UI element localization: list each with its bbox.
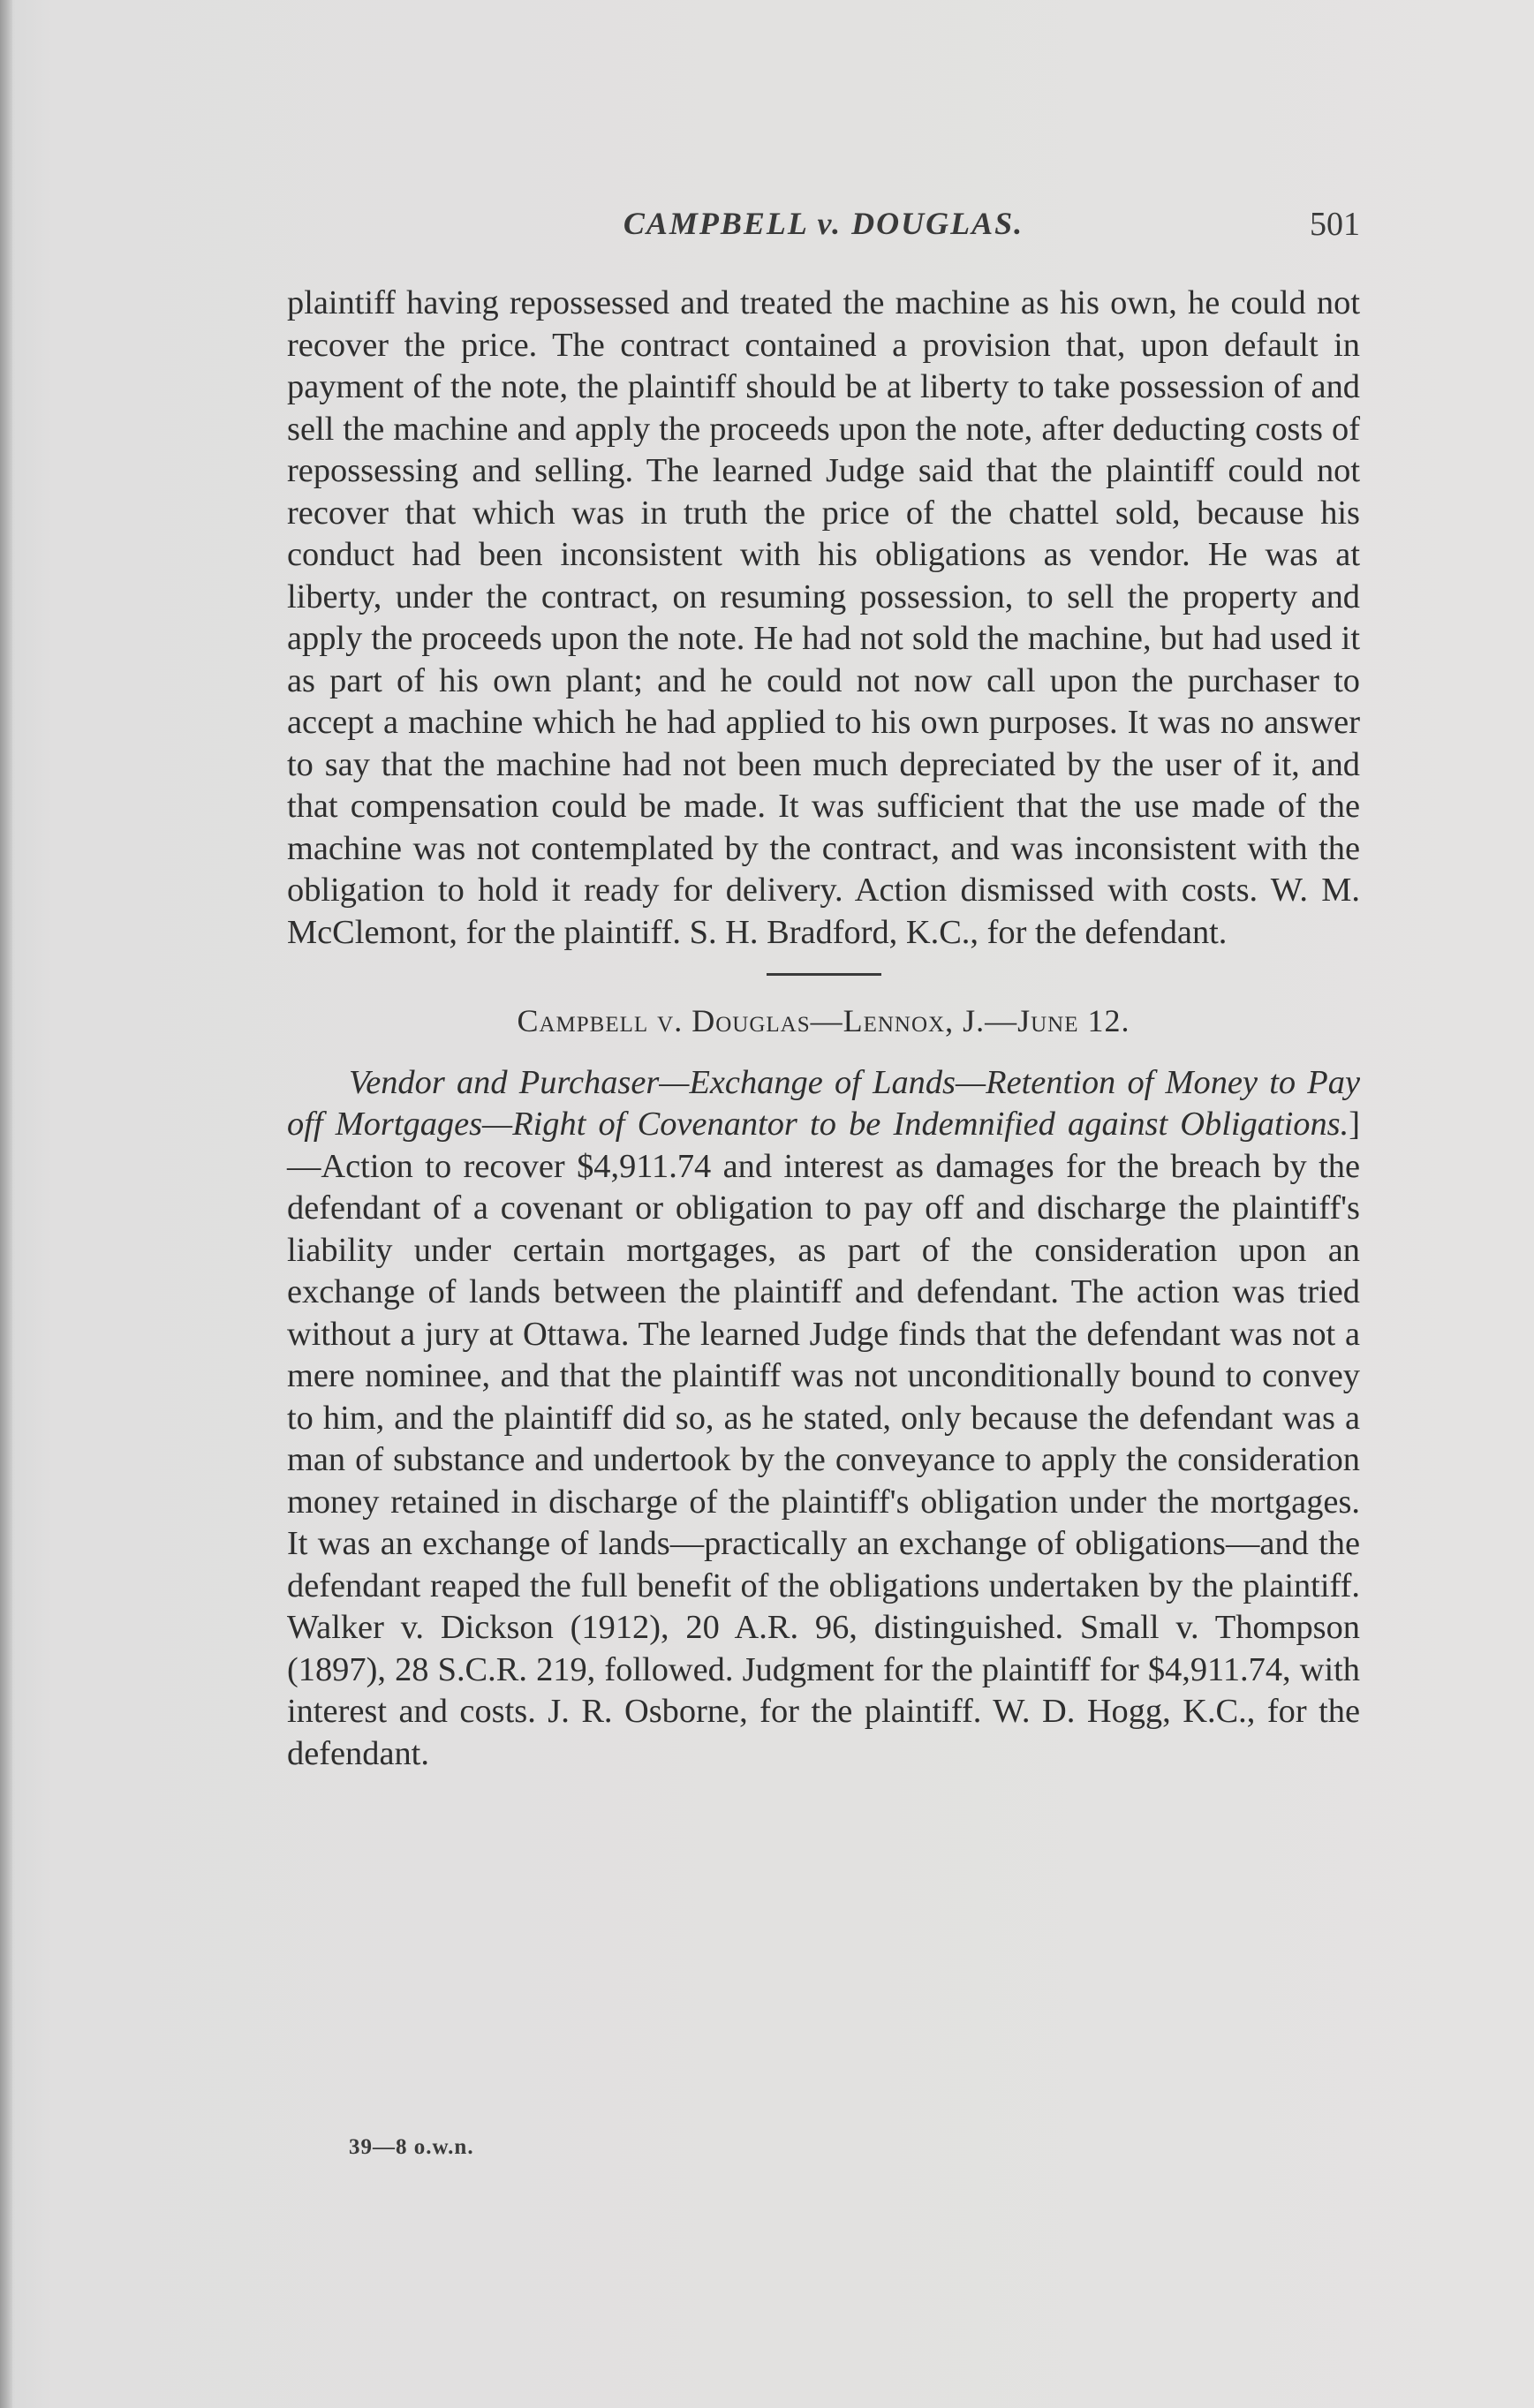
signature-mark: 39—8 o.w.n. <box>349 2135 474 2159</box>
page-body <box>287 283 1360 1775</box>
section-divider <box>767 973 881 976</box>
headnote: Vendor and Purchaser—Exchange of Lands—Retention of Money to Pay off Mortgages—Right of Covenantor to be Indemnified against Obligations. <box>287 1063 1360 1143</box>
first-case-text: plaintiff having repossessed and treated the machine as his own, he could not recover the price. The contract contained a provision that, upon default in payment of the note, the plaintiff should be at liberty to take possession of and sell the machine and apply the proceeds upon the note, after deducting costs of repossessing and selling. The learned Judge said that the plaintiff could not recover that which was in truth the price of the chattel sold, because his conduct had been inconsistent with his obligations as vendor. He was at liberty, under the contract, on resuming possession, to sell the property and apply the proceeds upon the note. He had not sold the machine, but had used it as part of his own plant; and he could not now call upon the purchaser to accept a machine which he had applied to his own purposes. It was no answer to say that the machine had not been much depreciated by the user of it, and that compensation could be made. It was sufficient that the use made of the machine was not contemplated by the contract, and was inconsistent with the obligation to hold it ready for delivery. Action dismissed with costs. W. M. McClemont, for the plaintiff. S. H. Bradford, K.C., for the defendant. <box>287 284 1360 951</box>
page-header <box>287 205 1360 249</box>
running-head: CAMPBELL v. DOUGLAS. <box>623 206 1024 241</box>
case-heading: Campbell v. Douglas—Lennox, J.—June 12. <box>517 1003 1130 1038</box>
page-number: 501 <box>1310 206 1360 243</box>
second-case-text: ]—Action to recover $4,911.74 and interest as damages for the breach by the defendant of a covenant or obligation to pay off and discharge the plaintiff's liability under certain mortgages, as part of the consideration upon an exchange of lands between the plaintiff and defendant. The action was tried without a jury at Ottawa. The learned Judge finds that the defendant was not a mere nominee, and that the plaintiff was not unconditionally bound to convey to him, and the plaintiff did so, as he stated, only because the defendant was a man of substance and undertook by the conveyance to apply the consideration money retained in discharge of the plaintiff's obligation under the mortgages. It was an exchange of lands—practically an exchange of obligations—and the defendant reaped the full benefit of the obligations undertaken by the plaintiff. Walker v. Dickson (1912), 20 A.R. 96, distinguished. Small v. Thompson (1897), 28 S.C.R. 219, followed. Judgment for the plaintiff for $4,911.74, with interest and costs. J. R. Osborne, for the plaintiff. W. D. Hogg, K.C., for the defendant. <box>287 1106 1360 1772</box>
second-case-paragraph <box>287 1062 1360 1776</box>
page-spine-shadow <box>0 0 12 2408</box>
